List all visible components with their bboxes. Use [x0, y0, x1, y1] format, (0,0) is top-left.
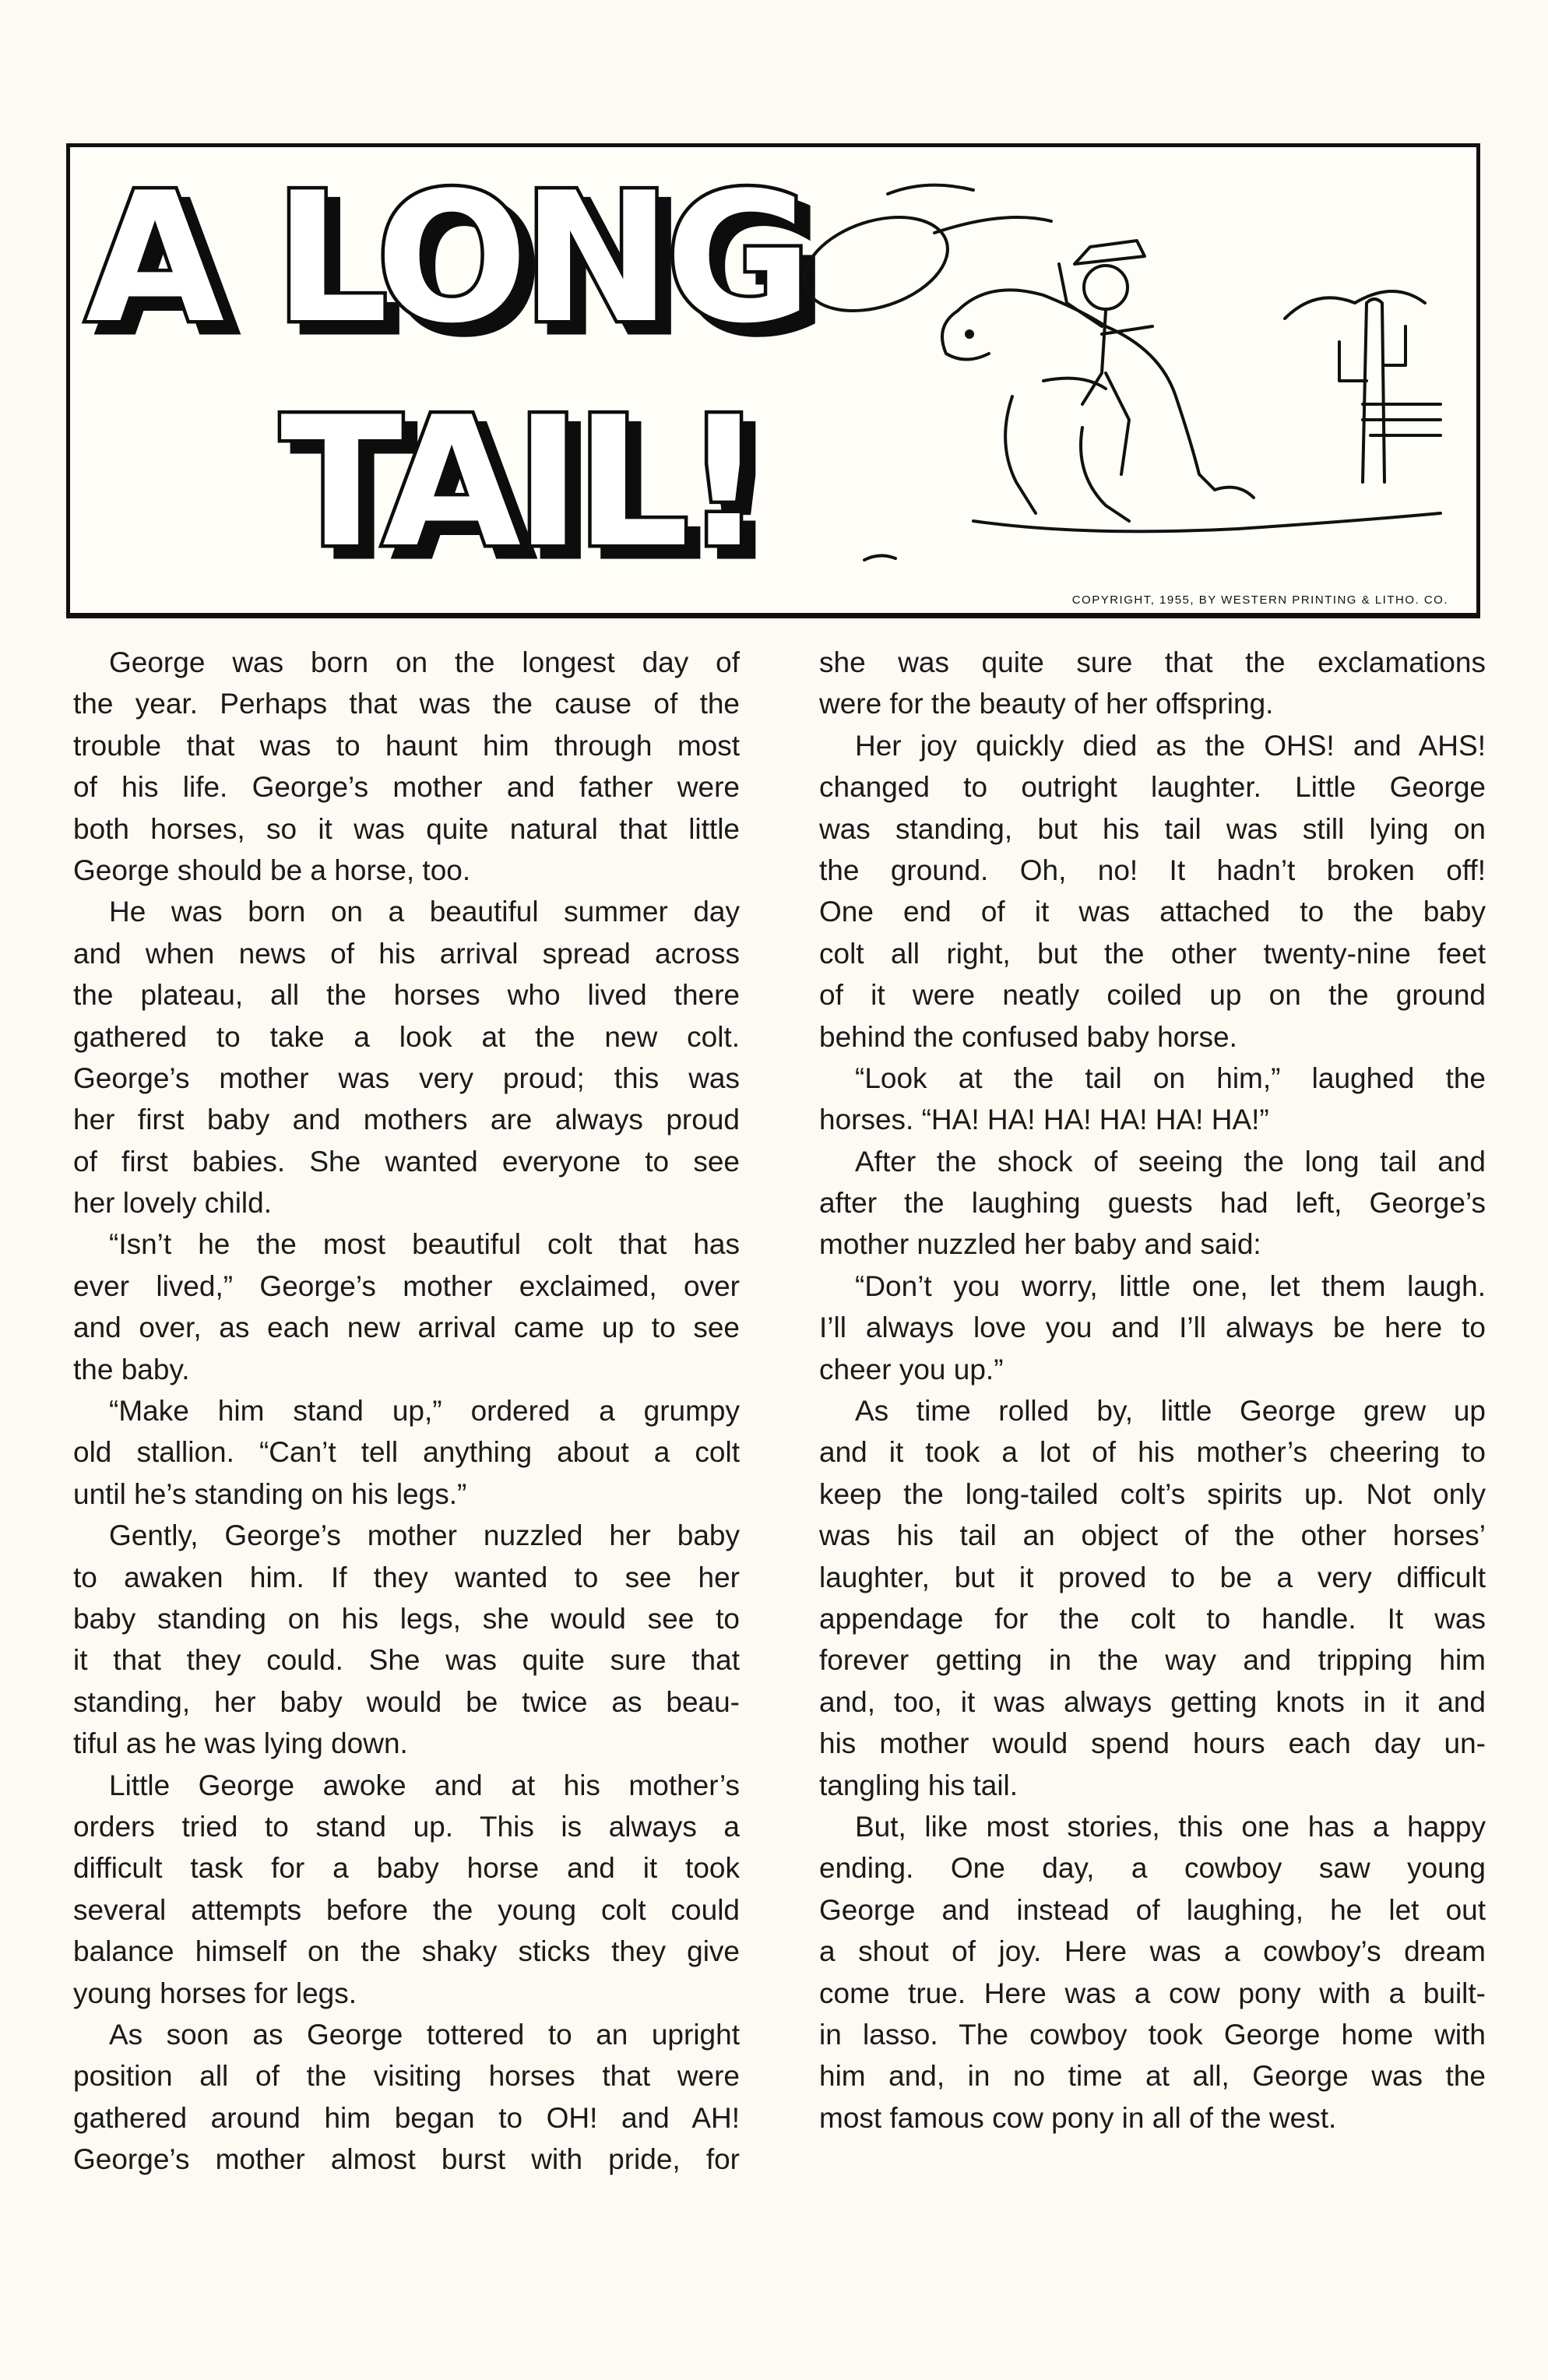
story-line: tiful as he was lying down.	[73, 1727, 408, 1760]
cowboy-on-horse-drawing	[793, 185, 1441, 560]
story-line: Her joy quickly died as the OHS! and AHS!	[855, 729, 1486, 762]
story-line: tangling his tail.	[819, 1769, 1019, 1801]
story-line: appendage for the colt to handle. It was	[819, 1602, 1486, 1635]
story-line: several attempts before the young colt could	[73, 1893, 740, 1926]
story-line: colt all right, but the other twenty-nine feet	[819, 937, 1486, 970]
story-line: position all of the visiting horses that were	[73, 2060, 740, 2093]
story-line: “Look at the tail on him,” laughed the	[855, 1061, 1486, 1094]
story-line: But, like most stories, this one has a happy	[855, 1810, 1486, 1843]
story-line: and when news of his arrival spread across	[73, 937, 740, 970]
story-line: gathered around him began to OH! and AH!	[73, 2101, 740, 2134]
story-paragraph	[819, 642, 1486, 725]
story-line: George and instead of laughing, he let out	[819, 1893, 1486, 1926]
story-line: of his life. George’s mother and father were	[73, 771, 740, 804]
story-line: After the shock of seeing the long tail and	[855, 1145, 1486, 1178]
story-paragraph	[819, 1390, 1486, 1806]
story-paragraph	[73, 2014, 740, 2181]
story-line: trouble that was to haunt him through most	[73, 729, 740, 762]
story-line: it that they could. She was quite sure that	[73, 1644, 740, 1677]
story-line: both horses, so it was quite natural that little	[73, 812, 740, 845]
title-banner	[66, 143, 1480, 618]
story-line: One end of it was attached to the baby	[819, 896, 1486, 928]
story-line: Gently, George’s mother nuzzled her baby	[109, 1519, 740, 1552]
story-paragraph	[819, 1806, 1486, 2139]
story-line: the year. Perhaps that was the cause of the	[73, 688, 740, 720]
story-paragraph	[73, 891, 740, 1223]
story-line: As soon as George tottered to an upright	[109, 2018, 740, 2051]
story-line: was his tail an object of the other horses’	[819, 1519, 1486, 1552]
story-line: in lasso. The cowboy took George home with	[819, 2018, 1486, 2051]
story-line: ever lived,” George’s mother exclaimed, over	[73, 1269, 740, 1302]
story-line: and, too, it was always getting knots in it and	[819, 1685, 1486, 1718]
story-paragraph	[819, 1141, 1486, 1266]
story-line: gathered to take a look at the new colt.	[73, 1020, 740, 1053]
story-line: difficult task for a baby horse and it took	[73, 1852, 740, 1885]
story-line: she was quite sure that the exclamations	[819, 646, 1486, 678]
story-line: George’s mother was very proud; this was	[73, 1061, 740, 1094]
story-line: As time rolled by, little George grew up	[855, 1395, 1486, 1428]
story-paragraph	[73, 642, 740, 891]
story-line: come true. Here was a cow pony with a built-	[819, 1977, 1486, 2009]
story-paragraph	[819, 1266, 1486, 1390]
story-line: “Make him stand up,” ordered a grumpy	[109, 1395, 740, 1428]
story-line: laughter, but it proved to be a very difficult	[819, 1561, 1486, 1593]
story-line: mother nuzzled her baby and said:	[819, 1228, 1261, 1261]
story-line: were for the beauty of her offspring.	[819, 688, 1274, 720]
story-line: George should be a horse, too.	[73, 854, 471, 886]
story-line: keep the long-tailed colt’s spirits up. Not only	[819, 1477, 1486, 1510]
story-paragraph	[73, 1223, 740, 1390]
story-line: behind the confused baby horse.	[819, 1020, 1237, 1053]
story-line: a shout of joy. Here was a cowboy’s dream	[819, 1935, 1486, 1968]
story-line: her first baby and mothers are always proud	[73, 1104, 740, 1136]
story-paragraph	[819, 725, 1486, 1058]
story-line: him and, in no time at all, George was the	[819, 2060, 1486, 2093]
story-line: of it were neatly coiled up on the ground	[819, 979, 1486, 1012]
story-line: George was born on the longest day of	[109, 646, 740, 678]
story-line: after the laughing guests had left, George’s	[819, 1187, 1486, 1220]
story-line: “Don’t you worry, little one, let them laugh.	[855, 1269, 1486, 1302]
story-line: to awaken him. If they wanted to see her	[73, 1561, 740, 1593]
story-line: old stallion. “Can’t tell anything about a colt	[73, 1436, 740, 1469]
story-line: most famous cow pony in all of the west.	[819, 2101, 1337, 2134]
story-line: horses. “HA! HA! HA! HA! HA! HA!”	[819, 1104, 1269, 1136]
story-column-right	[819, 642, 1486, 2139]
story-line: ending. One day, a cowboy saw young	[819, 1852, 1486, 1885]
story-line: He was born on a beautiful summer day	[109, 896, 740, 928]
title-illustration	[70, 147, 1476, 613]
story-line: young horses for legs.	[73, 1977, 357, 2009]
story-line: the plateau, all the horses who lived there	[73, 979, 740, 1012]
story-paragraph	[819, 1058, 1486, 1141]
story-line: baby standing on his legs, she would see to	[73, 1602, 740, 1635]
story-line: balance himself on the shaky sticks they give	[73, 1935, 740, 1968]
story-paragraph	[73, 1765, 740, 2014]
story-line: orders tried to stand up. This is always a	[73, 1810, 740, 1843]
story-line: I’ll always love you and I’ll always be here to	[819, 1311, 1486, 1344]
story-line: George’s mother almost burst with pride, for	[73, 2143, 740, 2176]
title-line-2: TAIL!	[280, 379, 759, 587]
story-line: cheer you up.”	[819, 1353, 1004, 1385]
title-line-1: A LONG	[86, 155, 807, 363]
story-line: changed to outright laughter. Little George	[819, 771, 1486, 804]
story-line: forever getting in the way and tripping him	[819, 1644, 1486, 1677]
story-line: standing, her baby would be twice as beau-	[73, 1685, 740, 1718]
story-line: Little George awoke and at his mother’s	[109, 1769, 740, 1801]
story-line: his mother would spend hours each day un-	[819, 1727, 1486, 1760]
story-line: of first babies. She wanted everyone to see	[73, 1145, 740, 1178]
story-line: “Isn’t he the most beautiful colt that has	[109, 1228, 740, 1261]
story-line: her lovely child.	[73, 1187, 273, 1220]
story-line: the ground. Oh, no! It hadn’t broken off!	[819, 854, 1486, 886]
story-line: and over, as each new arrival came up to see	[73, 1311, 740, 1344]
story-paragraph	[73, 1390, 740, 1515]
story-column-left	[73, 642, 740, 2180]
story-line: the baby.	[73, 1353, 190, 1385]
story-line: and it took a lot of his mother’s cheering to	[819, 1436, 1486, 1469]
story-line: was standing, but his tail was still lying on	[819, 812, 1486, 845]
copyright-notice: COPYRIGHT, 1955, BY WESTERN PRINTING & LITHO. CO.	[1071, 593, 1448, 607]
story-line: until he’s standing on his legs.”	[73, 1477, 467, 1510]
story-paragraph	[73, 1515, 740, 1764]
